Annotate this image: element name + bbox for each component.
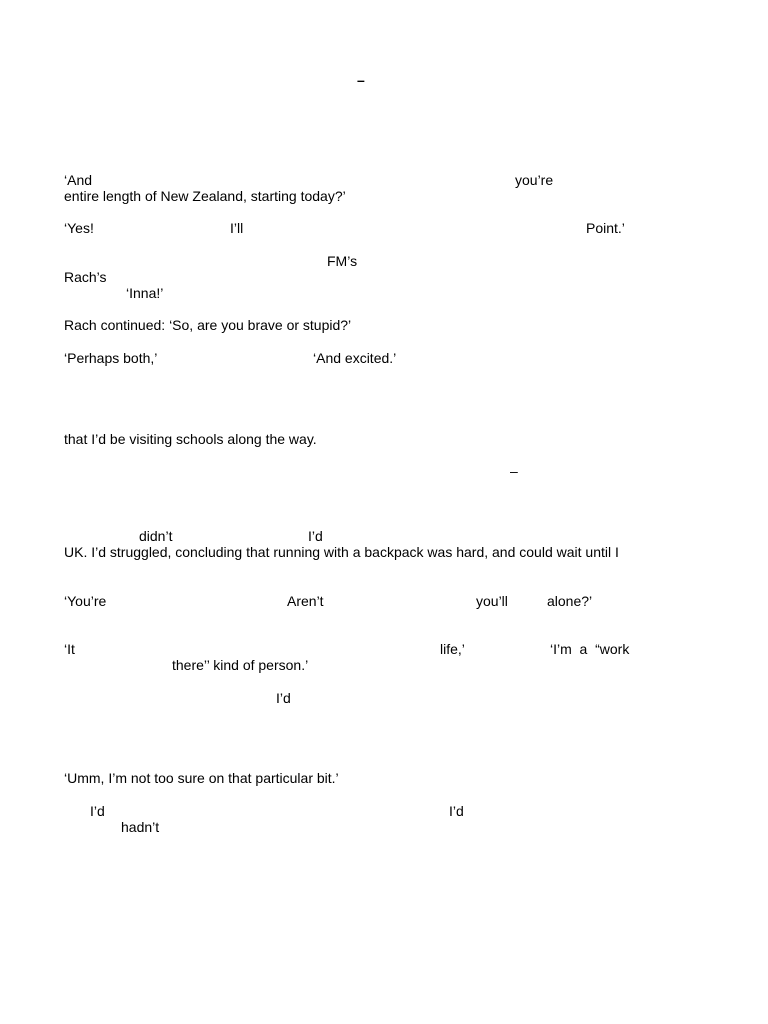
p9-a: ‘You’re	[64, 593, 107, 609]
p12-text: ‘Umm, I’m not too sure on that particular bit.’	[64, 770, 339, 786]
p8-line2: UK. I’d struggled, concluding that running with a backpack was hard, and could wait until I	[64, 544, 619, 560]
p3-line3: ‘Inna!’	[126, 285, 164, 301]
p7-dash: –	[510, 463, 518, 479]
p4-text: Rach continued: ‘So, are you brave or stupid?’	[64, 317, 352, 333]
p8-line1-start: didn’t	[139, 528, 173, 544]
p13-line1-end: I’d	[449, 803, 464, 819]
p5-end: ‘And excited.’	[313, 350, 397, 366]
p1-line1-start: ‘And	[64, 172, 93, 188]
p6-text: that I’d be visiting schools along the way.	[64, 431, 317, 447]
p3-line1: FM’s	[327, 253, 358, 269]
p8-line1-end: I’d	[308, 528, 323, 544]
p3-line2: Rach’s	[64, 269, 107, 285]
p5-start: ‘Perhaps both,’	[64, 350, 158, 366]
p2-start: ‘Yes!	[64, 220, 94, 236]
p9-d: alone?’	[547, 593, 593, 609]
p10-line1-middle: life,’	[440, 641, 465, 657]
p9-c: you’ll	[476, 593, 508, 609]
p10-line1-end: ‘I’m a “work	[550, 641, 630, 657]
p2-end: Point.’	[586, 220, 625, 236]
p9-b: Aren’t	[287, 593, 324, 609]
header-dash: –	[357, 72, 365, 88]
p13-line2: hadn’t	[121, 819, 160, 835]
p10-line1-start: ‘It	[64, 641, 75, 657]
p1-line1-end: you’re	[515, 172, 554, 188]
p11-text: I’d	[276, 690, 291, 706]
p2-middle: I’ll	[230, 220, 244, 236]
p13-line1-start: I’d	[90, 803, 105, 819]
p10-line2: there’’ kind of person.’	[172, 657, 309, 673]
p1-line2: entire length of New Zealand, starting today?’	[64, 188, 346, 204]
